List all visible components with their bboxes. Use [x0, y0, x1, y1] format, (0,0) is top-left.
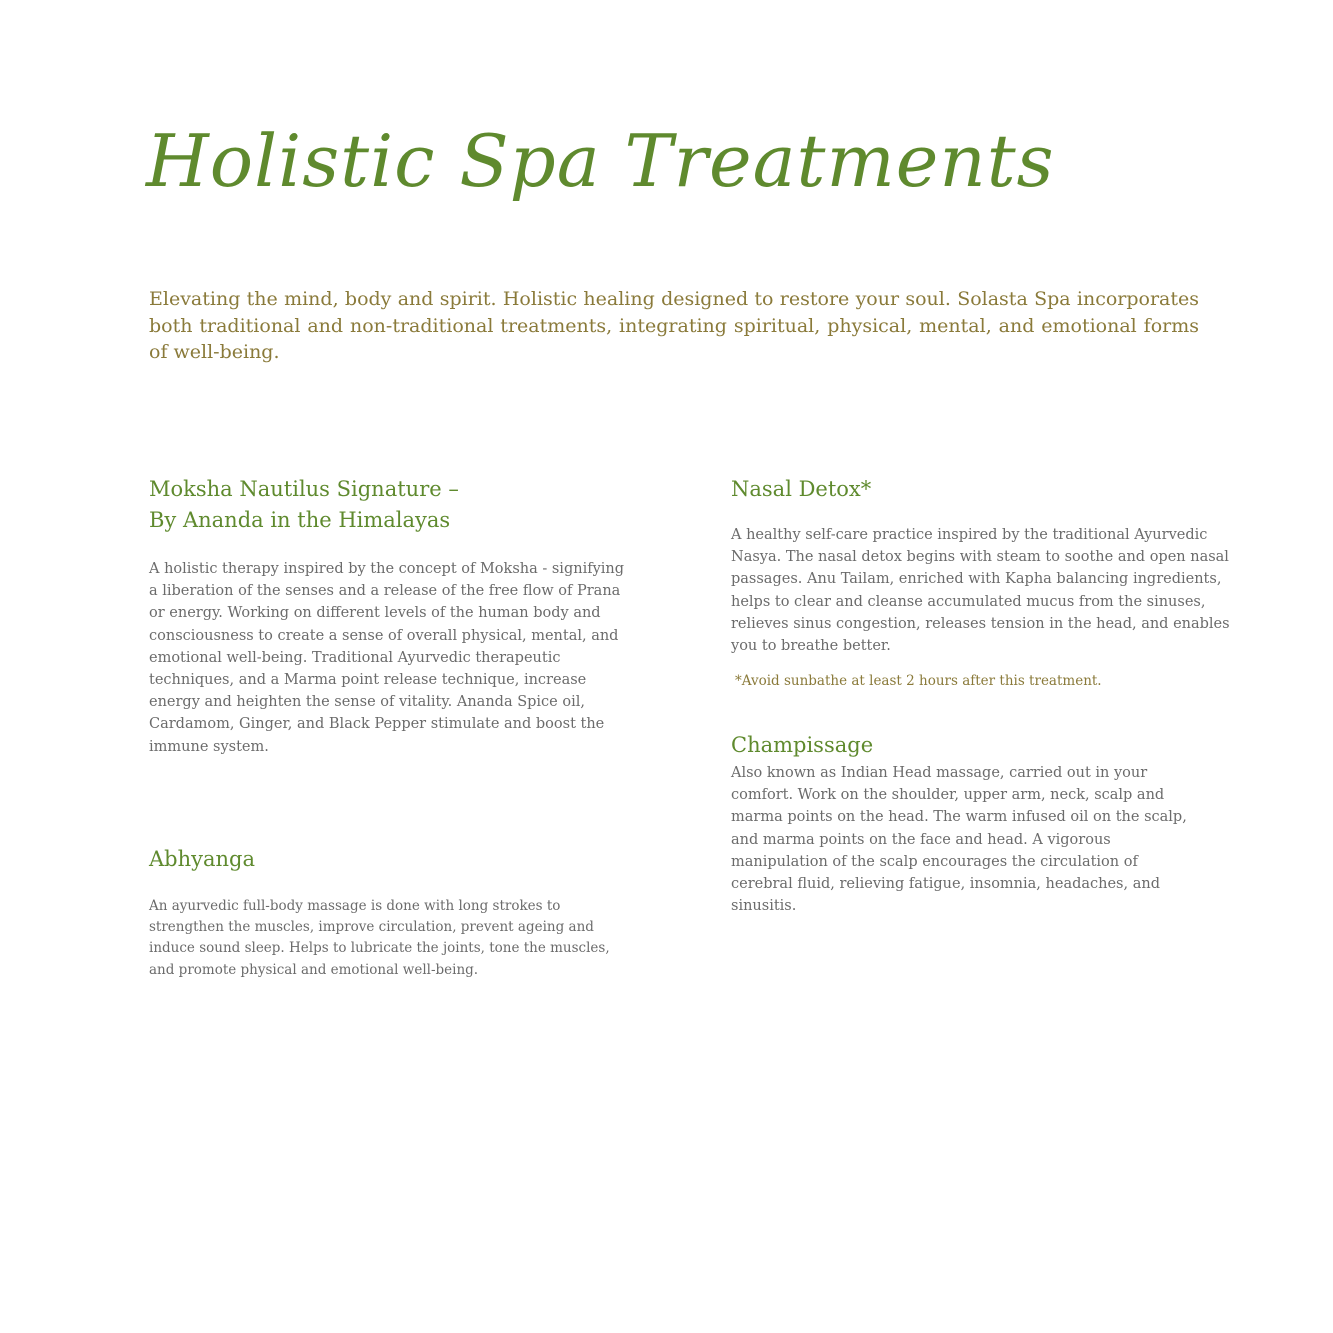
treatment-abhyanga [149, 844, 624, 981]
treatment-description: An ayurvedic full-body massage is done with long strokes to strengthen the muscles, improve circulation, prevent ageing and induce sound sleep. Helps to lubricate the joints, tone the muscles, and promote physical and emotional well-being. [149, 898, 610, 978]
treatment-description: A healthy self-care practice inspired by the traditional Ayurvedic Nasya. The nasal detox begins with steam to soothe and open nasal passages. Anu Tailam, enriched with Kapha balancing ingredients, helps to clear and cleanse accumulated mucus from the sinuses, relieves sinus congestion, releases tension in the head, and enables you to breathe better. [731, 527, 1230, 655]
treatment-heading: Nasal Detox* [731, 477, 872, 501]
treatment-heading-line1: Moksha Nautilus Signature – [149, 477, 459, 501]
treatment-moksha [149, 474, 634, 758]
treatment-heading: Abhyanga [149, 847, 256, 871]
treatment-note: *Avoid sunbathe at least 2 hours after this treatment. [735, 673, 1102, 690]
treatment-description: A holistic therapy inspired by the concept of Moksha - signifying a liberation of the senses and a release of the free flow of Prana or energy. Working on different levels of the human body and consciousness to create a sense of overall physical, mental, and emotional well-being. Traditional Ayurvedic therapeutic techniques, and a Marma point release technique, increase energy and heighten the sense of vitality. Ananda Spice oil, Cardamom, Ginger, and Black Pepper stimulate and boost the immune system. [149, 561, 625, 755]
intro-paragraph: Elevating the mind, body and spirit. Holistic healing designed to restore your soul. Solasta Spa incorporates both traditional and non-traditional treatments, integrating spiritual, physical, mental, and emotional forms of well-being. [149, 288, 1199, 363]
treatment-heading-line2: By Ananda in the Himalayas [149, 508, 451, 532]
treatment-heading: Champissage [731, 733, 874, 757]
page-title: Holistic Spa Treatments [146, 119, 1055, 203]
treatment-champissage [731, 730, 1201, 917]
treatment-nasal-detox [731, 474, 1236, 691]
treatment-heading [149, 474, 634, 536]
treatment-description: Also known as Indian Head massage, carried out in your comfort. Work on the shoulder, upper arm, neck, scalp and marma points on the head. The warm infused oil on the scalp, and marma points on the face and head. A vigorous manipulation of the scalp encourages the circulation of cerebral fluid, relieving fatigue, insomnia, headaches, and sinusitis. [731, 765, 1187, 915]
